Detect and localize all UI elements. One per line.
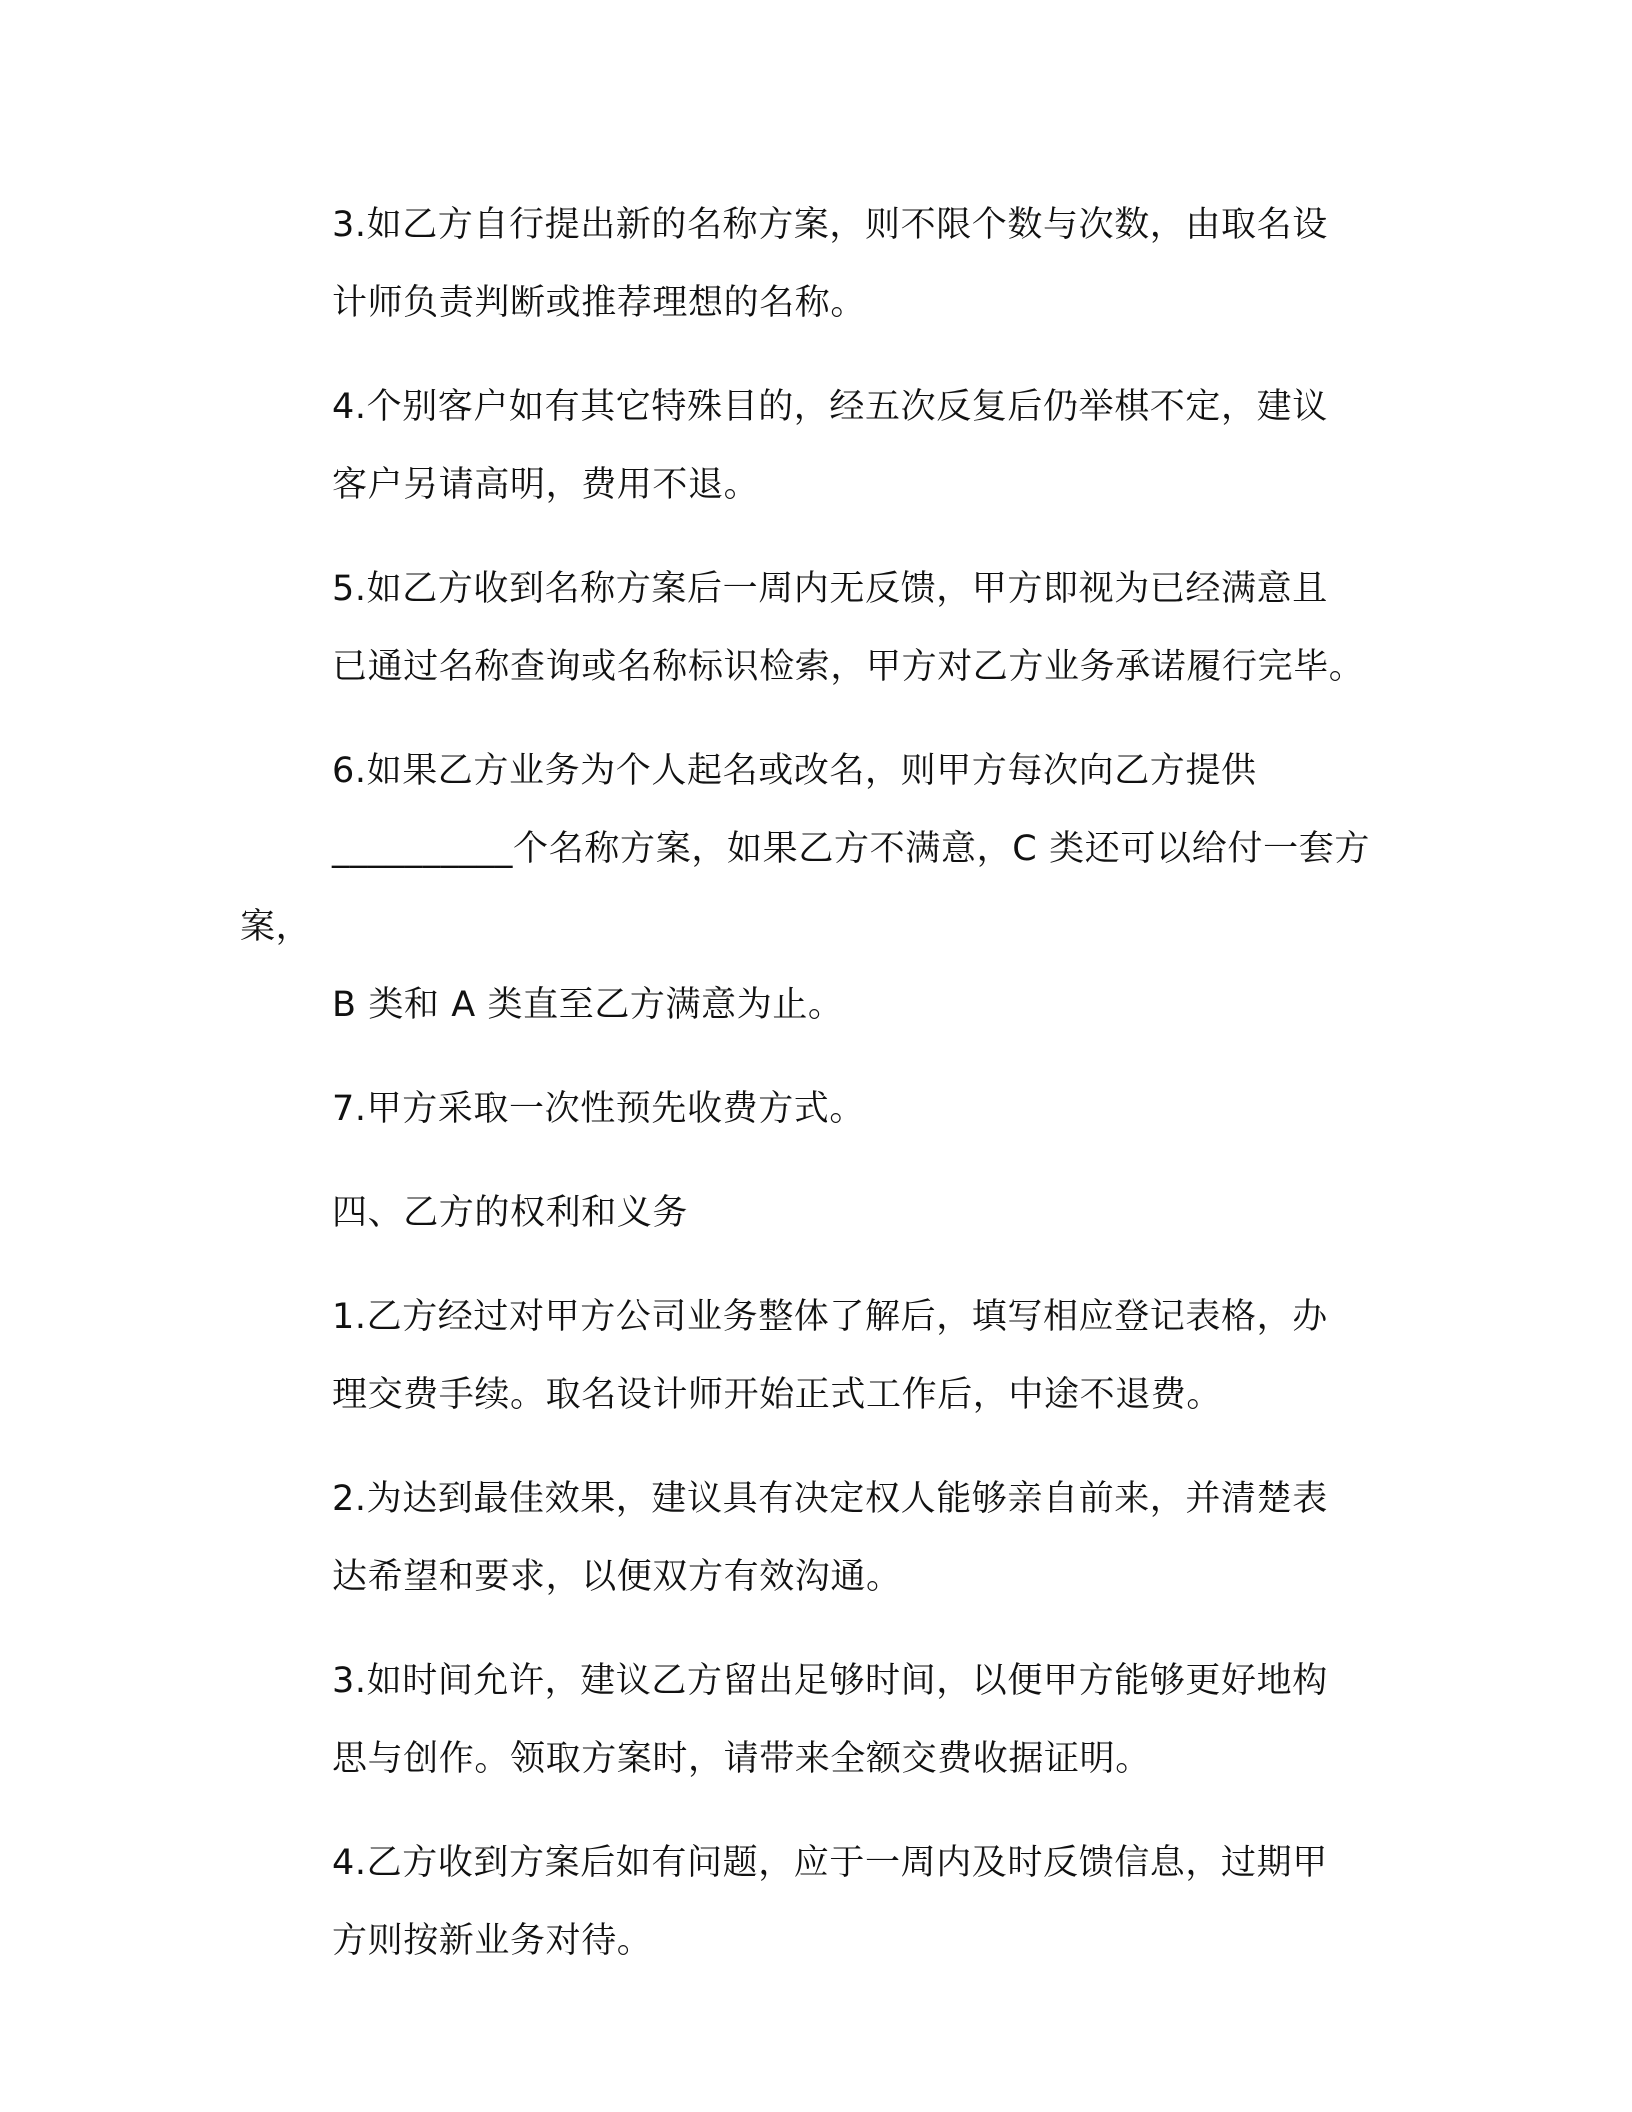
document-page [240,186,1370,2006]
section4-paragraph-2 [240,1460,1370,1616]
paragraph-line: 4.个别客户如有其它特殊目的，经五次反复后仍举棋不定，建议 [332,387,1328,427]
paragraph-line: 6.如果乙方业务为个人起名或改名，则甲方每次向乙方提供 [332,751,1257,791]
paragraph-line: 理交费手续。取名设计师开始正式工作后，中途不退费。 [332,1375,1223,1415]
paragraph-line: __________个名称方案，如果乙方不满意，C 类还可以给付一套方案， [240,829,1370,947]
paragraph-line: 4.乙方收到方案后如有问题，应于一周内及时反馈信息，过期甲 [332,1843,1328,1883]
paragraph-7 [240,1070,1370,1148]
paragraph-line: B 类和 A 类直至乙方满意为止。 [332,985,844,1025]
paragraph-line: 5.如乙方收到名称方案后一周内无反馈，甲方即视为已经满意且 [332,569,1328,609]
paragraph-4 [240,368,1370,524]
paragraph-line: 已通过名称查询或名称标识检索，甲方对乙方业务承诺履行完毕。 [332,647,1365,687]
paragraph-5 [240,550,1370,706]
paragraph-line: 3.如时间允许，建议乙方留出足够时间，以便甲方能够更好地构 [332,1661,1328,1701]
paragraph-line: 7.甲方采取一次性预先收费方式。 [332,1089,865,1129]
paragraph-line: 客户另请高明，费用不退。 [332,465,760,505]
paragraph-line: 计师负责判断或推荐理想的名称。 [332,283,867,323]
paragraph-3 [240,186,1370,342]
section4-paragraph-1 [240,1278,1370,1434]
paragraph-line: 3.如乙方自行提出新的名称方案，则不限个数与次数，由取名设 [332,205,1328,245]
section4-paragraph-4 [240,1824,1370,1980]
section4-paragraph-3 [240,1642,1370,1798]
paragraph-line: 达希望和要求，以便双方有效沟通。 [332,1557,902,1597]
paragraph-line: 1.乙方经过对甲方公司业务整体了解后，填写相应登记表格，办 [332,1297,1328,1337]
section-heading-text: 四、乙方的权利和义务 [332,1193,689,1233]
section-heading [240,1174,1370,1252]
paragraph-6 [240,732,1370,1044]
paragraph-line: 方则按新业务对待。 [332,1921,653,1961]
paragraph-line: 思与创作。领取方案时，请带来全额交费收据证明。 [332,1739,1151,1779]
paragraph-line: 2.为达到最佳效果，建议具有决定权人能够亲自前来，并清楚表 [332,1479,1328,1519]
